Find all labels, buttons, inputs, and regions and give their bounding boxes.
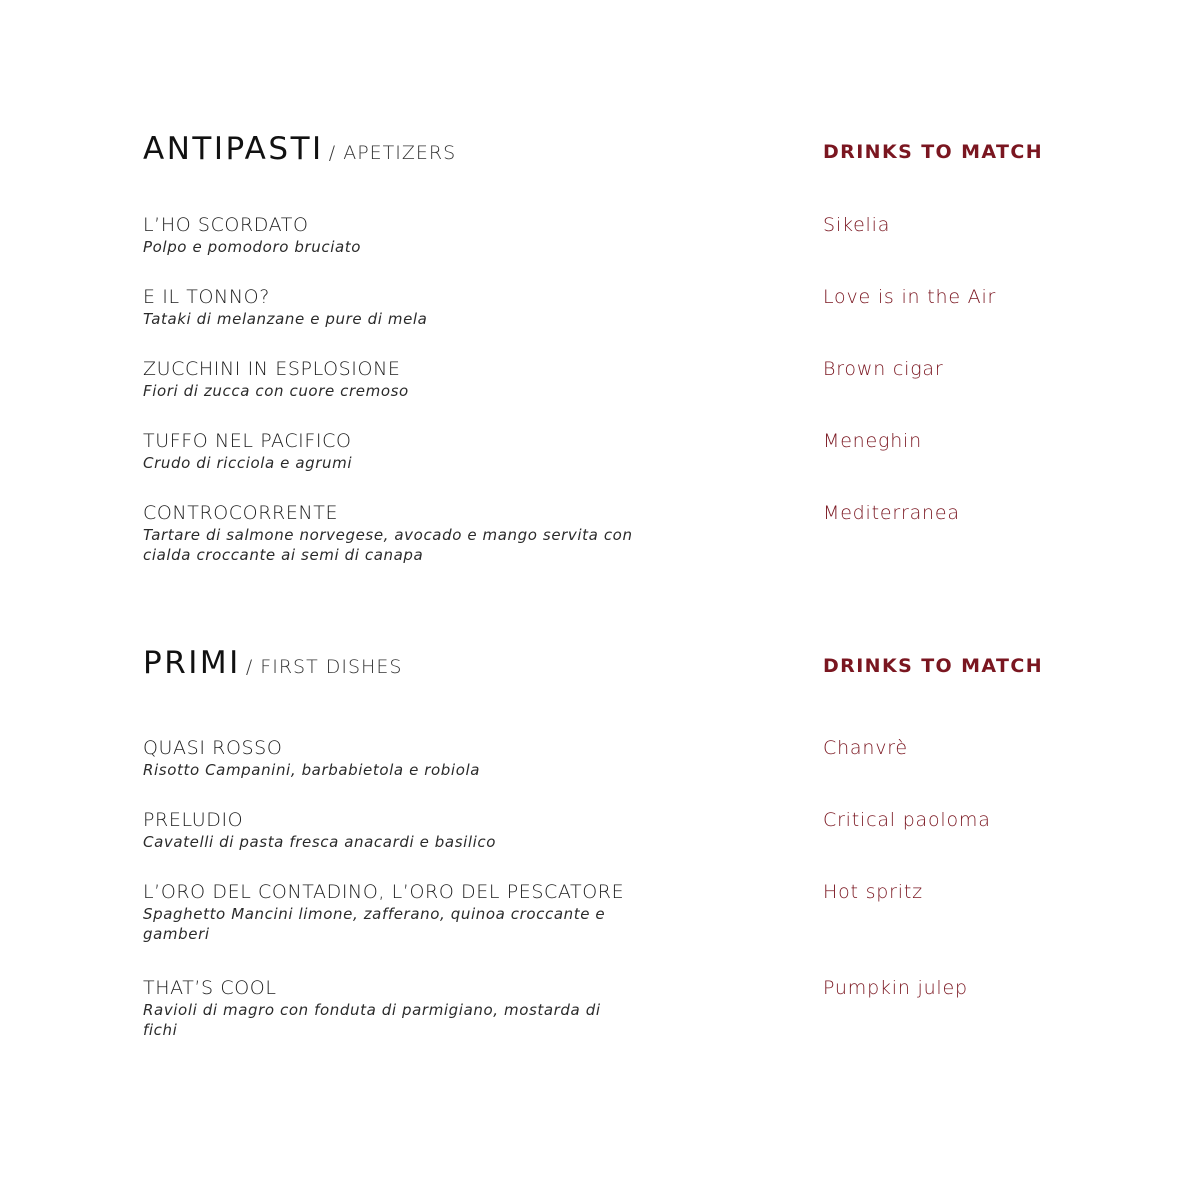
dish-item [143,809,663,852]
dish-item [143,737,663,780]
dish-description: Crudo di ricciola e agrumi [143,454,353,472]
dish-name: THAT’S COOL [143,977,277,999]
dish-item [143,286,663,329]
dish-item [143,977,613,1040]
dish-item [143,358,663,401]
dish-description: Ravioli di magro con fonduta di parmigiano, mostarda di fichi [143,1001,601,1039]
primi-subtitle: / FIRST DISHES [245,656,403,678]
drink-pairing: Brown cigar [823,358,944,380]
dish-item [143,502,653,565]
drink-pairing: Sikelia [823,214,891,236]
dish-description: Cavatelli di pasta fresca anacardi e basilico [143,833,497,851]
dish-name: L’ORO DEL CONTADINO, L’ORO DEL PESCATORE [143,881,625,903]
dish-item [143,881,643,944]
dish-name: L’HO SCORDATO [143,214,309,236]
drink-pairing: Mediterranea [823,502,960,524]
dish-name: PRELUDIO [143,809,244,831]
dish-name: TUFFO NEL PACIFICO [143,430,352,452]
dish-name: ZUCCHINI IN ESPLOSIONE [143,358,401,380]
drink-pairing: Love is in the Air [823,286,997,308]
dish-name: CONTROCORRENTE [143,502,339,524]
dish-description: Fiori di zucca con cuore cremoso [143,382,409,400]
drink-pairing: Chanvrè [823,737,908,759]
primi-heading [143,645,403,681]
primi-title: PRIMI [143,645,241,681]
drink-pairing: Hot spritz [823,881,923,903]
dish-description: Spaghetto Mancini limone, zafferano, quinoa croccante e gamberi [143,905,606,943]
antipasti-heading [143,131,457,167]
dish-description: Risotto Campanini, barbabietola e robiola [143,761,481,779]
dish-description: Tataki di melanzane e pure di mela [143,310,428,328]
dish-item [143,430,663,473]
antipasti-drinks-heading: DRINKS TO MATCH [823,141,1044,163]
antipasti-subtitle: / APETIZERS [328,142,457,164]
dish-description: Polpo e pomodoro bruciato [143,238,362,256]
antipasti-title: ANTIPASTI [143,131,324,167]
dish-name: QUASI ROSSO [143,737,283,759]
drink-pairing: Critical paoloma [823,809,991,831]
dish-name: E IL TONNO? [143,286,270,308]
dish-item [143,214,663,257]
dish-description: Tartare di salmone norvegese, avocado e mango servita con cialda croccante ai semi di canapa [143,526,633,564]
drink-pairing: Pumpkin julep [823,977,968,999]
drink-pairing: Meneghin [823,430,922,452]
primi-drinks-heading: DRINKS TO MATCH [823,655,1044,677]
